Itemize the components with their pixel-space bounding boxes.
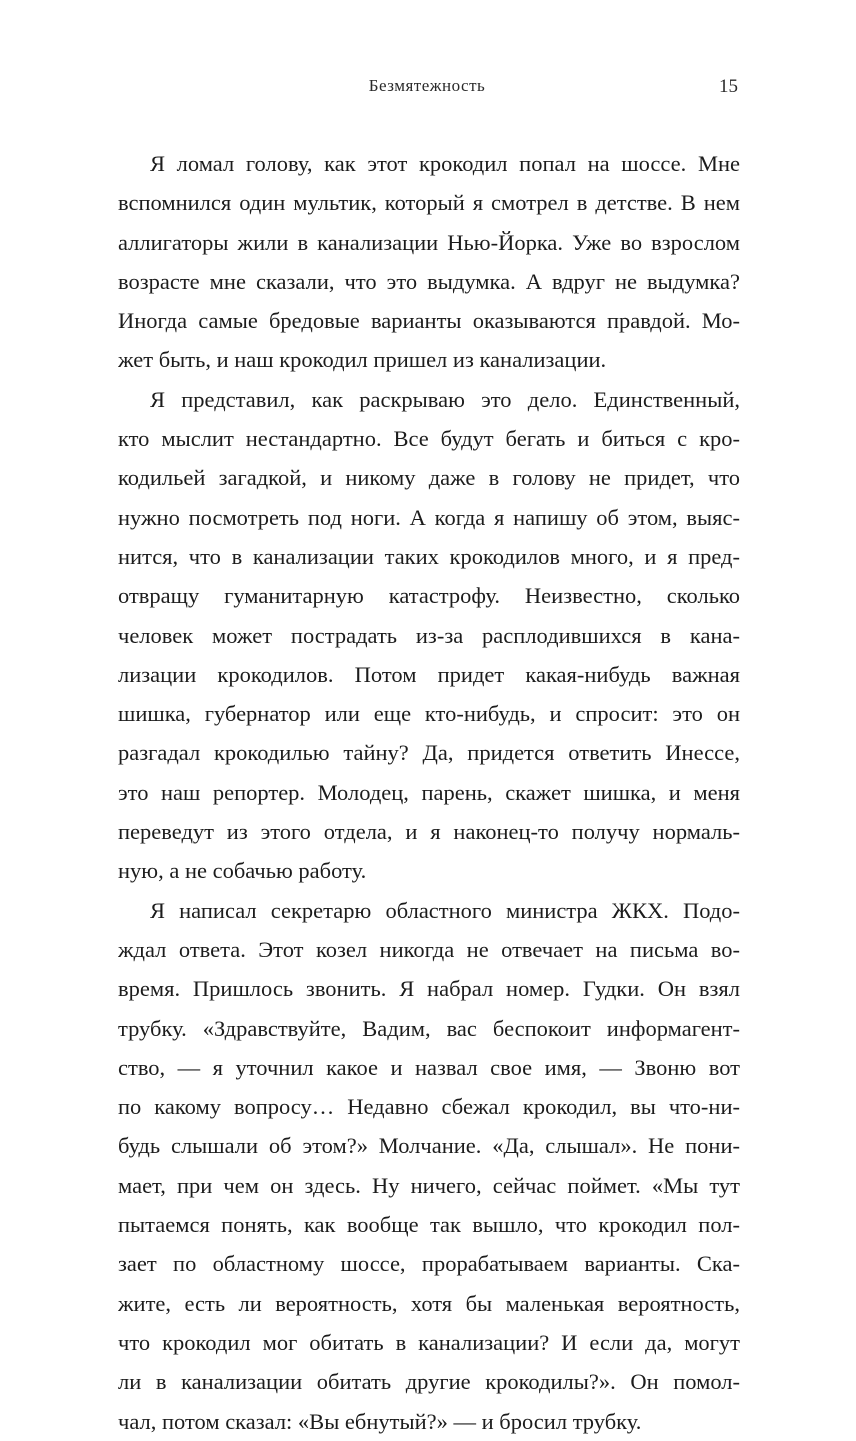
text-line: жите, есть ли вероятность, хотя бы маленькая вероятность, <box>118 1290 740 1316</box>
running-title: Безмятежность <box>368 76 486 95</box>
text-line: ство, — я уточнил какое и назвал свое имя, — Звоню вот <box>118 1054 740 1080</box>
text-line: Иногда самые бредовые варианты оказываются правдой. Мо- <box>118 308 740 334</box>
text-line: ли в канализации обитать другие крокодилы?». Он помол- <box>118 1369 740 1395</box>
paragraph-1 <box>118 144 740 380</box>
text-line: что крокодил мог обитать в канализации? И если да, могут <box>118 1329 740 1355</box>
text-line: мает, при чем он здесь. Ну ничего, сейчас поймет. «Мы тут <box>118 1172 740 1198</box>
body-text <box>118 144 740 1441</box>
text-line: время. Пришлось звонить. Я набрал номер. Гудки. Он взял <box>118 976 740 1002</box>
text-line: ждал ответа. Этот козел никогда не отвечает на письма во- <box>118 936 740 962</box>
text-line: по какому вопросу… Недавно сбежал крокодил, вы что-ни- <box>118 1094 740 1120</box>
paragraph-2 <box>118 380 740 891</box>
text-line: разгадал крокодилью тайну? Да, придется ответить Инессе, <box>118 740 740 766</box>
text-line: трубку. «Здравствуйте, Вадим, вас беспокоит информагент- <box>118 1015 740 1041</box>
text-line: это наш репортер. Молодец, парень, скажет шишка, и меня <box>118 779 740 805</box>
text-line: ную, а не собачью работу. <box>118 858 367 884</box>
text-line: человек может пострадать из-за расплодившихся в кана- <box>118 622 740 648</box>
text-line: лизации крокодилов. Потом придет какая-нибудь важная <box>118 661 740 687</box>
text-line: нится, что в канализации таких крокодилов много, и я пред- <box>118 543 740 569</box>
text-line: чал, потом сказал: «Вы ебнутый?» — и бросил трубку. <box>118 1408 642 1434</box>
text-line: будь слышали об этом?» Молчание. «Да, слышал». Не пони- <box>118 1133 740 1159</box>
text-line: пытаемся понять, как вообще так вышло, что крокодил пол- <box>118 1212 740 1238</box>
text-line: нужно посмотреть под ноги. А когда я напишу об этом, выяс- <box>118 504 740 530</box>
text-line: жет быть, и наш крокодил пришел из канализации. <box>118 347 607 373</box>
text-line: отвращу гуманитарную катастрофу. Неизвестно, сколько <box>118 583 740 609</box>
text-line: возрасте мне сказали, что это выдумка. А вдруг не выдумка? <box>118 268 740 294</box>
text-line: Я написал секретарю областного министра ЖКХ. Подо- <box>150 897 740 923</box>
text-line: шишка, губернатор или еще кто-нибудь, и спросит: это он <box>118 701 740 727</box>
text-line: кодильей загадкой, и никому даже в голову не придет, что <box>118 465 740 491</box>
text-line: аллигаторы жили в канализации Нью-Йорка. Уже во взрослом <box>118 229 740 255</box>
text-line: кто мыслит нестандартно. Все будут бегать и биться с кро- <box>118 426 740 452</box>
text-line: вспомнился один мультик, который я смотрел в детстве. В нем <box>118 190 740 216</box>
paragraph-3 <box>118 891 740 1441</box>
text-line: зает по областному шоссе, прорабатываем варианты. Ска- <box>118 1251 740 1277</box>
text-line: Я представил, как раскрываю это дело. Единственный, <box>150 386 740 412</box>
page-number: 15 <box>719 76 738 97</box>
running-header <box>116 76 738 106</box>
text-line: Я ломал голову, как этот крокодил попал на шоссе. Мне <box>150 151 740 176</box>
text-line: переведут из этого отдела, и я наконец-то получу нормаль- <box>118 819 740 845</box>
